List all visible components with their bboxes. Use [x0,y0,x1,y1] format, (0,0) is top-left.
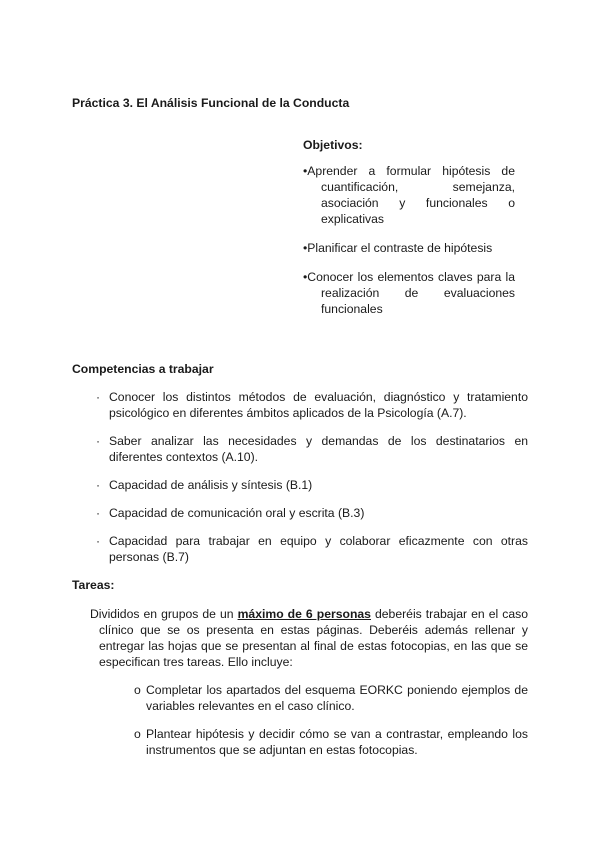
tasks-list [128,682,528,770]
page-title: Práctica 3. El Análisis Funcional de la Conducta [72,96,350,110]
bullet: · [96,478,101,492]
bullet: o [134,683,141,697]
bullet: · [96,434,101,448]
objectives-list [303,163,515,330]
tasks-intro [90,606,528,670]
list-item [303,163,515,227]
list-item [128,682,528,714]
tasks-heading: Tareas: [72,578,115,592]
competence-text: Saber analizar las necesidades y demandas de los destinatarios en diferentes contextos (A.10). [109,434,528,464]
list-item [72,433,528,465]
competences-list [72,389,528,577]
bullet: • [303,164,308,178]
task-text: Completar los apartados del esquema EORKC poniendo ejemplos de variables relevantes en el caso clínico. [146,683,528,713]
list-item [72,389,528,421]
competence-text: Capacidad de comunicación oral y escrita (B.3) [109,506,365,520]
group-size-emphasis: máximo de 6 personas [237,607,371,621]
list-item [303,269,515,317]
list-item [303,240,515,256]
intro-text-end: deberéis trabajar en el caso clínico que se os presenta en estas páginas. Deberéis además rellenar y entregar las hojas que se presentan al final de estas fotocopias, en las que se especifican tres tareas. Ello incluye: [99,607,529,669]
competence-text: Capacidad para trabajar en equipo y colaborar eficazmente con otras personas (B.7) [109,534,528,564]
objective-text: Aprender a formular hipótesis de cuantificación, semejanza, asociación y funcionales o explicativas [307,164,515,226]
list-item [128,726,528,758]
bullet: · [96,506,101,520]
competence-text: Capacidad de análisis y síntesis (B.1) [109,478,313,492]
competence-text: Conocer los distintos métodos de evaluación, diagnóstico y tratamiento psicológico en diferentes ámbitos aplicados de la Psicología (A.7). [109,390,528,420]
task-text: Plantear hipótesis y decidir cómo se van a contrastar, empleando los instrumentos que se adjuntan en estas fotocopias. [146,727,528,757]
competences-heading: Competencias a trabajar [72,362,214,376]
intro-text-start: Divididos en grupos de un [90,607,238,621]
objectives-heading: Objetivos: [303,138,363,152]
bullet: · [96,534,101,548]
list-item [72,505,528,521]
bullet: • [303,241,308,255]
bullet: o [134,727,141,741]
list-item [72,477,528,493]
bullet: · [96,390,101,404]
bullet: • [303,270,308,284]
list-item [72,533,528,565]
objective-text: Planificar el contraste de hipótesis [307,241,493,255]
objective-text: Conocer los elementos claves para la realización de evaluaciones funcionales [307,270,515,316]
